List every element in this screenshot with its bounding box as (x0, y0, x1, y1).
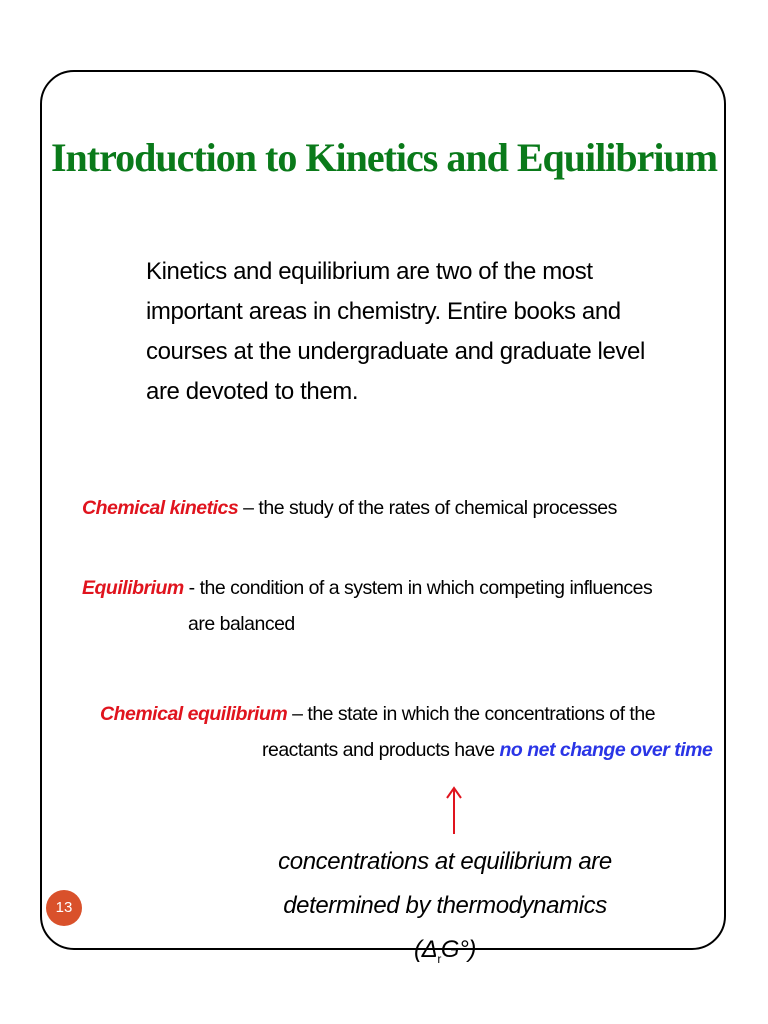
continuation-text: reactants and products have (262, 739, 500, 761)
definition-chemical-kinetics (82, 490, 617, 526)
slide-title: Introduction to Kinetics and Equilibrium (50, 135, 718, 180)
note-line-2-suffix: ) (468, 936, 476, 963)
term-chemical-equilibrium: Chemical equilibrium (100, 703, 288, 725)
term-equilibrium: Equilibrium (82, 577, 184, 599)
intro-paragraph: Kinetics and equilibrium are two of the most important areas in chemistry. Entire books and courses at the undergraduate and graduate level are devoted to them. (146, 258, 645, 405)
note-symbol: G° (440, 936, 469, 963)
note-line-2-prefix: determined by thermodynamics (Δ (283, 892, 607, 963)
definition-equilibrium (82, 570, 652, 642)
definition-text: - the condition of a system in which competing influences (183, 577, 653, 599)
up-arrow-icon (442, 784, 466, 836)
page-number-badge: 13 (46, 890, 82, 926)
note-subscript: r (437, 951, 441, 966)
definition-continuation (100, 732, 720, 768)
definition-continuation: are balanced (188, 613, 295, 635)
term-chemical-kinetics: Chemical kinetics (82, 497, 239, 519)
definition-text: – the study of the rates of chemical processes (238, 497, 617, 519)
definition-chemical-equilibrium (100, 696, 720, 768)
definition-text: – the state in which the concentrations of the (287, 703, 656, 725)
emphasis-no-net-change: no net change over time (499, 739, 713, 761)
thermodynamics-note (250, 840, 640, 981)
note-line-1: concentrations at equilibrium are (278, 848, 612, 875)
